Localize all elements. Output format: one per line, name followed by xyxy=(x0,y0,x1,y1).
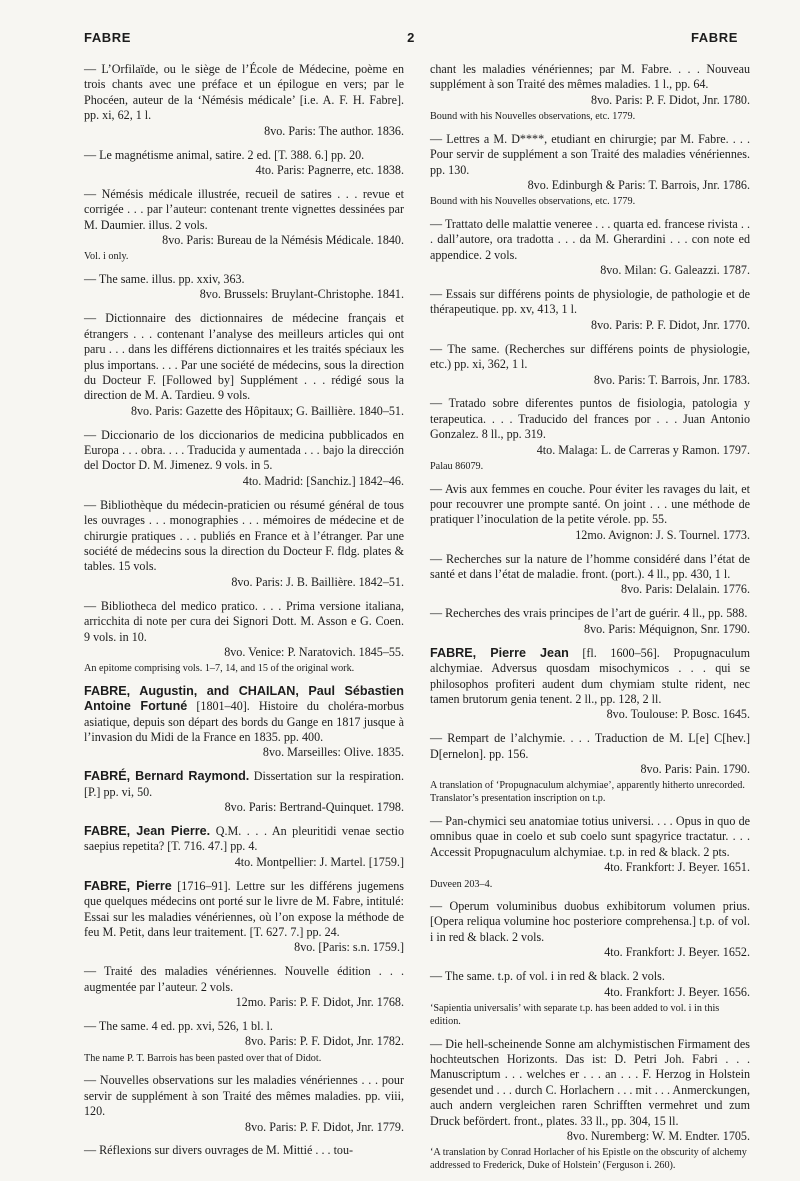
catalogue-entry xyxy=(84,599,404,676)
entry-imprint: 8vo. [Paris: s.n. 1759.] xyxy=(294,940,404,955)
entry-note: Bound with his Nouvelles observations, etc. 1779. xyxy=(430,111,636,123)
entry-note: An epitome comprising vols. 1–7, 14, and 15 of the original work. xyxy=(84,663,355,675)
entry-text xyxy=(84,62,404,124)
entry-description: — L’Orfilaïde, ou le siège de l’École de Médecine, poème en trois chants avec une préface et un épilogue en vers; par le Phocéen, auteur de la ‘Némésis médicale’ [i.e. A. F. H. Fabre]. pp. xi, 62, 1 l. xyxy=(84,62,404,123)
entry-text xyxy=(430,62,750,93)
entry-description: Q.M. . . . An pleuritidi venae sectio saepius repetita? [T. 716. 47.] pp. 4. xyxy=(84,824,405,854)
catalogue-entry xyxy=(430,342,750,388)
entry-note: A translation of ‘Propugnaculum alchymiae’, apparently hitherto unrecorded. Translator’s presentation inscription on t.p. xyxy=(430,780,745,805)
entry-description: — Réflexions sur divers ouvrages de M. Mittié . . . tou- xyxy=(84,1143,354,1158)
entry-imprint: 8vo. Paris: P. F. Didot, Jnr. 1779. xyxy=(245,1119,404,1134)
entry-text xyxy=(430,396,750,442)
catalogue-entry xyxy=(430,731,750,805)
header-right-word: FABRE xyxy=(690,30,738,45)
entry-description: — Rempart de l’alchymie. . . . Traduction de M. L[e] C[hev.] D[ernelon]. pp. 156. xyxy=(430,731,750,761)
entry-imprint: 8vo. Paris: Delalain. 1776. xyxy=(621,582,750,597)
entry-description: — Le magnétisme animal, satire. 2 ed. [T. 388. 6.] pp. 20. xyxy=(84,147,365,162)
entry-text xyxy=(84,964,404,995)
catalogue-entry xyxy=(430,899,750,961)
entry-note: Bound with his Nouvelles observations, etc. 1779. xyxy=(430,196,636,208)
entry-imprint: 12mo. Avignon: J. S. Tournel. 1773. xyxy=(575,527,750,542)
catalogue-entry xyxy=(84,62,404,139)
entry-description: [1716–91]. Lettre sur les différens jugemens que quelques médecins ont porté sur le livre de M. Fabre, intitulé: Essai sur les maladies vénériennes, où l’on expose la méthode de feu M. Petit, dans leur traitement. [T. 627. 7.] pp. 24. xyxy=(84,878,405,939)
entry-text xyxy=(430,1037,750,1129)
entry-description: — Tratado sobre diferentes puntos de fisiologia, patologia y terapeutica. . . . Traducido del frances por . . . Juan Antonio Gonzalez. 8 ll., pp. 319. xyxy=(430,396,750,442)
entry-note: Palau 86079. xyxy=(430,461,484,473)
entry-description: — Nouvelles observations sur les maladies vénériennes . . . pour servir de supplément à son Traité des mêmes maladies. pp. viii, 120. xyxy=(84,1073,404,1119)
entry-description: [1801–40]. Histoire du choléra-morbus asiatique, depuis son départ des bords du Gange en 1817 jusque à l’invasion du Midi de la France en 1835. pp. 400. xyxy=(84,699,404,745)
entry-imprint: 8vo. Paris: Gazette des Hôpitaux; G. Baillière. 1840–51. xyxy=(130,403,404,418)
catalogue-entry xyxy=(84,1073,404,1135)
entry-description: — Operum voluminibus duobus exhibitorum volumen prius. [Opera reliqua volumine hoc posteriore comprehensa.] t.p. of vol. i in red & black. 2 vols. xyxy=(430,899,750,944)
catalogue-entry xyxy=(430,552,750,598)
entry-imprint: 8vo. Paris: P. F. Didot, Jnr. 1780. xyxy=(591,92,750,107)
catalogue-entry xyxy=(84,311,404,419)
entry-imprint: 4to. Montpellier: J. Martel. [1759.] xyxy=(234,854,404,869)
page-number: 2 xyxy=(407,30,415,45)
entry-description: — Lettres a M. D****, etudiant en chirurgie; par M. Fabre. . . . Pour servir de supplément a son Traité des maladies vénériennes. pp. 130. xyxy=(430,131,750,177)
catalogue-entry xyxy=(84,824,404,870)
catalogue-entry xyxy=(430,482,750,544)
catalogue-entry xyxy=(84,1019,404,1065)
entry-text xyxy=(84,824,404,855)
entry-text xyxy=(84,879,404,941)
entry-imprint: 4to. Frankfort: J. Beyer. 1652. xyxy=(604,945,750,960)
catalogue-entry xyxy=(84,879,404,956)
catalogue-entry xyxy=(84,187,404,264)
entry-description: — Trattato delle malattie veneree . . . quarta ed. francese rivista . . . dall’autore, ora tradotta . . . da M. Gherardini . . . con note ed appendice. 2 vols. xyxy=(430,216,750,262)
entry-text xyxy=(84,684,404,746)
catalogue-entry xyxy=(84,498,404,590)
entry-description: chant les maladies vénériennes; par M. Fabre. . . . Nouveau supplément à son Traité des mêmes maladies. 1 l., pp. 64. xyxy=(430,62,750,92)
author-heading: FABRE, Jean Pierre. xyxy=(84,824,211,839)
entry-text xyxy=(430,132,750,178)
entry-note: Duveen 203–4. xyxy=(430,878,493,890)
entry-imprint: 4to. Paris: Pagnerre, etc. 1838. xyxy=(255,162,404,177)
entry-imprint: 8vo. Paris: T. Barrois, Jnr. 1783. xyxy=(593,372,750,387)
left-column xyxy=(84,62,404,1167)
entry-text xyxy=(84,148,404,163)
entry-imprint: 12mo. Paris: P. F. Didot, Jnr. 1768. xyxy=(235,995,404,1010)
author-heading: FABRE, Pierre xyxy=(84,878,172,893)
entry-text xyxy=(84,769,404,800)
catalogue-entry xyxy=(430,606,750,637)
catalogue-entry xyxy=(430,1037,750,1173)
entry-text xyxy=(430,342,750,373)
entry-description: [fl. 1600–56]. Propugnaculum alchymiae. Adversus quosdam misochymicos . . . qui se philosophos profiteri audent dum chymiam stulte rident, nec tamen brutorum genia tenent. 2 ll., pp. 128, 2 ll. xyxy=(430,645,750,706)
entry-description: — Pan-chymici seu anatomiae totius universi. . . . Opus in quo de omnibus quae in coelo et sub coelo sunt spagyrice tractatur. . . . Accessit Propugnaculum alchymiae. t.p. in red & black. 2 pts. xyxy=(430,813,750,859)
entry-note: The name P. T. Barrois has been pasted over that of Didot. xyxy=(84,1052,322,1064)
running-header xyxy=(84,30,738,48)
entry-imprint: 8vo. Marseilles: Olive. 1835. xyxy=(262,745,404,760)
entry-description: — Essais sur différens points de physiologie, de pathologie et de thérapeutique. pp. xv, 413, 1 l. xyxy=(430,286,750,317)
header-left-word: FABRE xyxy=(84,30,132,45)
entry-imprint: 8vo. Nuremberg: W. M. Endter. 1705. xyxy=(566,1128,750,1143)
catalogue-entry xyxy=(84,272,404,303)
entry-imprint: 8vo. Paris: The author. 1836. xyxy=(264,123,404,138)
catalogue-entry xyxy=(84,148,404,179)
right-column xyxy=(430,62,750,1181)
entry-description: — Traité des maladies vénériennes. Nouvelle édition . . . augmentée par l’auteur. 2 vols. xyxy=(84,964,404,994)
entry-text xyxy=(430,482,750,528)
catalogue-entry xyxy=(84,769,404,815)
entry-imprint: 8vo. Paris: P. F. Didot, Jnr. 1782. xyxy=(245,1034,404,1049)
entry-imprint: 4to. Madrid: [Sanchiz.] 1842–46. xyxy=(242,473,404,488)
entry-description: — Diccionario de los diccionarios de medicina pubblicados en Europa . . . obra. . . . Traducida y aumentada . . . bajo la dirección del Doctor D. M. Jimenez. 9 vols. in 5. xyxy=(84,427,404,473)
entry-text xyxy=(430,552,750,583)
entry-description: Dissertation sur la respiration. [P.] pp. vi, 50. xyxy=(84,769,404,799)
entry-note: Vol. i only. xyxy=(84,251,129,263)
entry-text xyxy=(84,311,404,403)
entry-description: — The same. illus. pp. xxiv, 363. xyxy=(84,271,245,286)
catalogue-entry xyxy=(430,814,750,891)
entry-text xyxy=(84,498,404,575)
catalogue-entry xyxy=(430,287,750,333)
entry-description: — Bibliotheca del medico pratico. . . . Prima versione italiana, arricchita di note per cura dei Signori Dott. M. Asson e G. Coen. 9 vols. in 10. xyxy=(84,598,404,644)
entry-text xyxy=(430,606,750,621)
entry-description: — Némésis médicale illustrée, recueil de satires . . . revue et corrigée . . . par l’auteur: contenant trente vignettes dessinées par M. Daumier. illus. 2 vols. xyxy=(84,186,404,232)
entry-note: ‘Sapientia universalis’ with separate t.p. has been added to vol. i in this edition. xyxy=(430,1003,720,1027)
entry-text xyxy=(84,272,404,287)
entry-imprint: 8vo. Milan: G. Galeazzi. 1787. xyxy=(600,263,750,278)
entry-imprint: 8vo. Paris: Méquignon, Snr. 1790. xyxy=(584,621,750,636)
entry-imprint: 8vo. Paris: P. F. Didot, Jnr. 1770. xyxy=(591,317,750,332)
entry-description: — Recherches sur la nature de l’homme considéré dans l’état de santé et dans l’état de maladie. front. (port.). 4 ll., pp. 430, 1 l. xyxy=(430,551,750,582)
entry-note: ‘A translation by Conrad Horlacher of his Epistle on the obscurity of alchemy addressed to Frederick, Duke of Holstein’ (Ferguson i. 260). xyxy=(430,1147,747,1172)
catalogue-entry xyxy=(84,684,404,761)
author-heading: FABRE, Augustin, and CHAILAN, Paul Sébastien Antoine Fortuné xyxy=(84,683,404,714)
entry-imprint: 8vo. Brussels: Bruylant-Christophe. 1841. xyxy=(199,287,404,302)
entry-text xyxy=(430,899,750,945)
author-heading: FABRE, Pierre Jean xyxy=(430,645,569,660)
entry-text xyxy=(84,1073,404,1119)
author-heading: FABRÉ, Bernard Raymond. xyxy=(84,769,250,784)
entry-imprint: 8vo. Paris: J. B. Baillière. 1842–51. xyxy=(231,574,404,589)
entry-imprint: 8vo. Paris: Bertrand-Quinquet. 1798. xyxy=(224,800,404,815)
entry-text xyxy=(84,187,404,233)
catalogue-entry xyxy=(430,969,750,1028)
entry-description: — The same. 4 ed. pp. xvi, 526, 1 bl. l. xyxy=(84,1019,273,1034)
catalogue-entry xyxy=(84,964,404,1010)
catalogue-entry xyxy=(430,62,750,123)
entry-text xyxy=(84,599,404,645)
entry-description: — The same. t.p. of vol. i in red & black. 2 vols. xyxy=(430,969,665,984)
entry-text xyxy=(430,287,750,318)
catalogue-entry xyxy=(430,396,750,473)
entry-imprint: 8vo. Paris: Bureau de la Némésis Médicale. 1840. xyxy=(162,233,404,248)
entry-description: — Recherches des vrais principes de l’art de guérir. 4 ll., pp. 588. xyxy=(430,606,748,621)
entry-imprint: 8vo. Edinburgh & Paris: T. Barrois, Jnr. 1786. xyxy=(527,177,750,192)
entry-text xyxy=(430,217,750,263)
catalogue-entry xyxy=(430,217,750,279)
entry-imprint: 8vo. Venice: P. Naratovich. 1845–55. xyxy=(224,644,404,659)
entry-description: — Die hell-scheinende Sonne am alchymistischen Firmament des hochteutschen Horizonts. Das ist: D. Petri Joh. Fabri . . . Manuscriptum . . . welches er . . . an . . . F. Herzog in Holstein gesendet und . . . durch C. Horlachern . . . mit . . . Anmerckungen, auch andern vergleichen raren Schrifften vermehret und zum Druck befördert. front., plates. 33 ll., pp. 304, 15 ll. xyxy=(430,1036,750,1128)
entry-description: — Dictionnaire des dictionnaires de médecine français et étrangers . . . contenant l’analyse des meilleurs articles qui ont paru . . . dans les différens dictionnaires et les traités spéciaux les plus importans. . . . Par une société de médecins, sous la direction du Docteur F. [Followed by] Supplément . . . rédigé sous la direction de M. A. Tardieu. 9 vols. xyxy=(84,311,404,403)
entry-text xyxy=(430,731,750,762)
entry-imprint: 4to. Frankfort: J. Beyer. 1651. xyxy=(604,860,750,875)
catalogue-entry xyxy=(430,646,750,723)
entry-imprint: 8vo. Toulouse: P. Bosc. 1645. xyxy=(606,707,750,722)
entry-imprint: 4to. Malaga: L. de Carreras y Ramon. 1797. xyxy=(536,442,750,457)
entry-description: — The same. (Recherches sur différens points de physiologie, etc.) pp. xi, 362, 1 l. xyxy=(430,341,750,372)
entry-text xyxy=(430,969,750,984)
entry-imprint: 8vo. Paris: Pain. 1790. xyxy=(640,762,750,777)
entry-text xyxy=(430,814,750,860)
entry-text xyxy=(84,428,404,474)
catalogue-entry xyxy=(84,428,404,490)
entry-text xyxy=(430,646,750,708)
entry-text xyxy=(84,1019,404,1034)
entry-imprint: 4to. Frankfort: J. Beyer. 1656. xyxy=(604,984,750,999)
entry-description: — Avis aux femmes en couche. Pour éviter les ravages du lait, et pour recouvrer une prompte santé. On joint . . . une méthode de pratiquer l’inoculation de la petite vérole. pp. 55. xyxy=(430,481,750,527)
catalogue-entry xyxy=(430,132,750,209)
entry-description: — Bibliothèque du médecin-praticien ou résumé général de tous les ouvrages . . . monographies . . . mémoires de médecine et de chirurgie pratiques . . . publiés en France et à l’étranger. Par une société de médecins sous la direction du Docteur F. fldg. plates & tables. 15 vols. xyxy=(84,497,404,574)
